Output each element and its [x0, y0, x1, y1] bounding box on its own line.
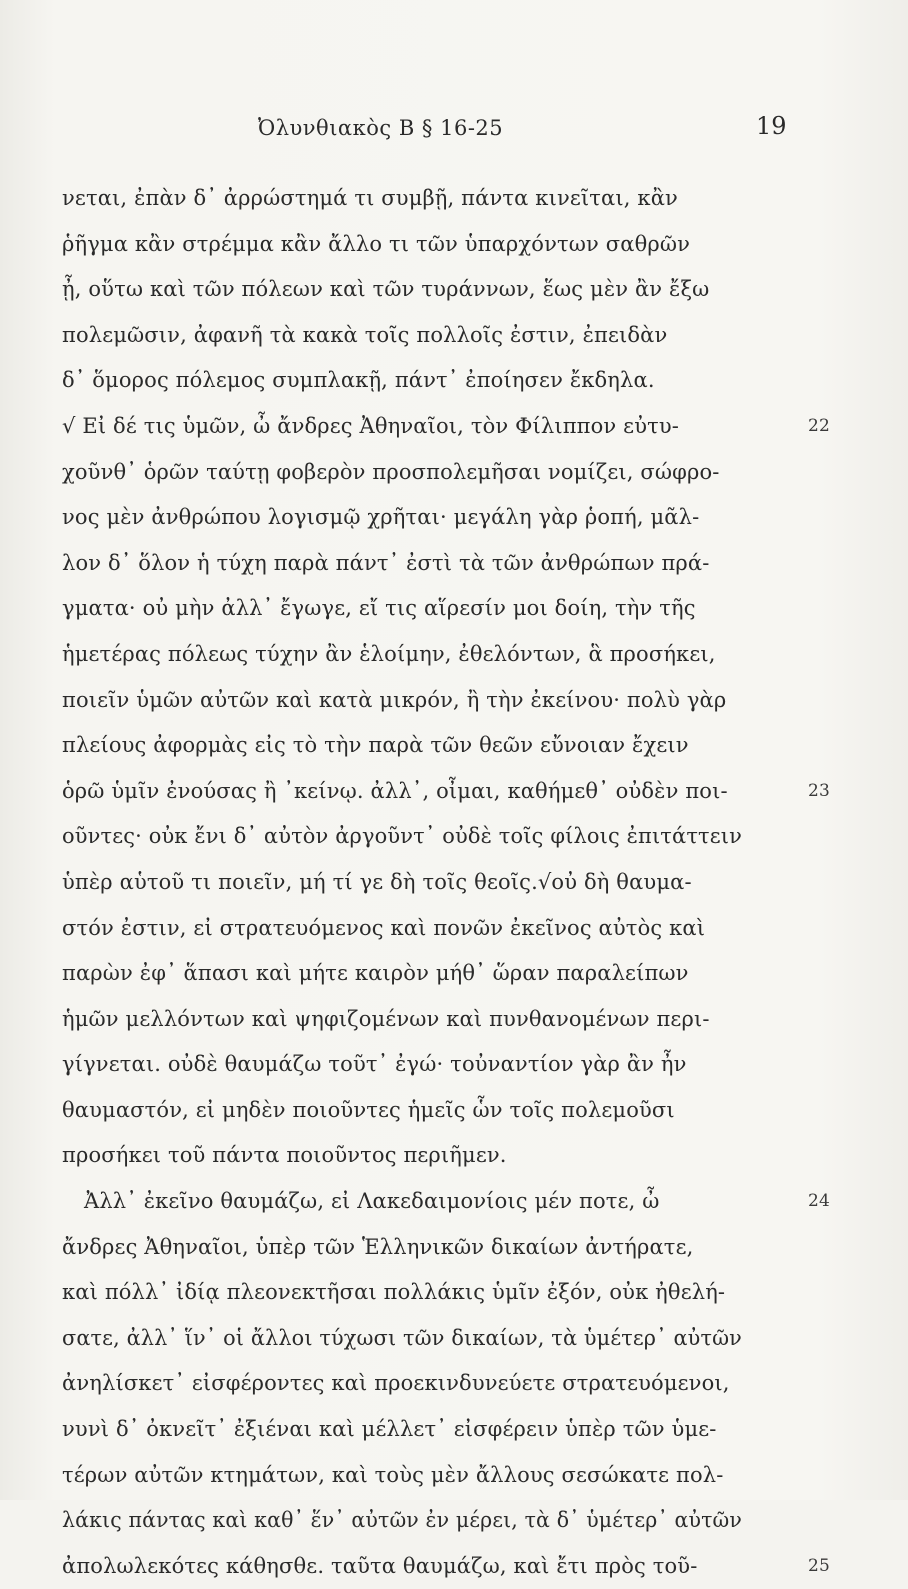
line-text: ὁρῶ ὑμῖν ἐνούσας ἢ ᾽κείνῳ. ἀλλ᾽, οἶμαι, καθήμεθ᾽ οὐδὲν ποι-: [62, 778, 728, 803]
line-text: ὑπὲρ αὑτοῦ τι ποιεῖν, μή τί γε δὴ τοῖς θεοῖς.√οὐ δὴ θαυμα-: [62, 869, 692, 894]
running-head: Ὀλυνθιακὸς Β § 16-25: [258, 116, 504, 140]
text-line: [62, 267, 822, 313]
text-line: [62, 769, 830, 815]
text-line: [62, 495, 822, 541]
section-number: 25: [808, 1555, 830, 1576]
text-line: [62, 586, 822, 632]
text-line: [62, 997, 822, 1043]
line-text: λον δ᾽ ὅλον ἡ τύχη παρὰ πάντ᾽ ἐστὶ τὰ τῶν ἀνθρώπων πρά-: [62, 550, 710, 575]
line-text: νυνὶ δ᾽ ὀκνεῖτ᾽ ἐξιέναι καὶ μέλλετ᾽ εἰσφέρειν ὑπὲρ τῶν ὑμε-: [62, 1417, 717, 1442]
text-line: [62, 541, 822, 587]
text-line: [62, 1225, 822, 1271]
line-text: τέρων αὐτῶν κτημάτων, καὶ τοὺς μὲν ἄλλους σεσώκατε πολ-: [62, 1462, 724, 1487]
text-line: [62, 906, 822, 952]
line-text: οῦντες· οὐκ ἔνι δ᾽ αὐτὸν ἀργοῦντ᾽ οὐδὲ τοῖς φίλοις ἐπιτάττειν: [62, 824, 742, 849]
text-line: [62, 1361, 822, 1407]
line-text: λάκις πάντας καὶ καθ᾽ ἕν᾽ αὐτῶν ἐν μέρει, τὰ δ᾽ ὑμέτερ᾽ αὐτῶν: [62, 1508, 742, 1533]
line-text: παρὼν ἐφ᾽ ἅπασι καὶ μήτε καιρὸν μήθ᾽ ὥραν παραλείπων: [62, 961, 689, 986]
text-line: [62, 1270, 822, 1316]
text-line: [62, 678, 822, 724]
text-line: [62, 1498, 822, 1544]
text-line: [62, 723, 822, 769]
line-text: νος μὲν ἀνθρώπου λογισμῷ χρῆται· μεγάλη γὰρ ῥοπή, μᾶλ-: [62, 505, 700, 530]
text-line: [62, 1316, 822, 1362]
line-text: ποιεῖν ὑμῶν αὐτῶν καὶ κατὰ μικρόν, ἢ τὴν ἐκείνου· πολὺ γὰρ: [62, 687, 727, 712]
line-text: στόν ἐστιν, εἰ στρατευόμενος καὶ πονῶν ἐκεῖνος αὐτὸς καὶ: [62, 915, 706, 940]
text-line: [62, 860, 822, 906]
text-line: [62, 358, 822, 404]
text-line: [62, 1407, 822, 1453]
text-line: [62, 404, 830, 450]
text-line: [62, 1544, 830, 1589]
page-number: 19: [756, 112, 787, 140]
line-text: σατε, ἀλλ᾽ ἵν᾽ οἱ ἄλλοι τύχωσι τῶν δικαίων, τὰ ὑμέτερ᾽ αὐτῶν: [62, 1325, 742, 1350]
line-text: √ Εἰ δέ τις ὑμῶν, ὦ ἄνδρες Ἀθηναῖοι, τὸν Φίλιππον εὐτυ-: [62, 413, 680, 438]
text-line: [62, 1179, 830, 1225]
line-text: γματα· οὐ μὴν ἀλλ᾽ ἔγωγε, εἴ τις αἵρεσίν μοι δοίη, τὴν τῆς: [62, 596, 696, 621]
line-text: δ᾽ ὅμορος πόλεμος συμπλακῇ, πάντ᾽ ἐποίησεν ἔκδηλα.: [62, 368, 655, 393]
line-text: προσήκει τοῦ πάντα ποιοῦντος περιῆμεν.: [62, 1143, 507, 1168]
text-line: [62, 951, 822, 997]
line-text: ἡμετέρας πόλεως τύχην ἂν ἑλοίμην, ἐθελόντων, ἃ προσήκει,: [62, 641, 716, 666]
text-line: [62, 313, 822, 359]
section-number: 22: [808, 415, 830, 436]
text-line: [62, 176, 822, 222]
text-line: [62, 814, 822, 860]
line-text: ἀνηλίσκετ᾽ εἰσφέροντες καὶ προεκινδυνεύετε στρατευόμενοι,: [62, 1371, 730, 1396]
line-text: πολεμῶσιν, ἀφανῆ τὰ κακὰ τοῖς πολλοῖς ἐστιν, ἐπειδὰν: [62, 322, 668, 347]
text-line: [62, 450, 822, 496]
line-text: ἡμῶν μελλόντων καὶ ψηφιζομένων καὶ πυνθανομένων περι-: [62, 1006, 710, 1031]
body-text: [62, 176, 830, 1589]
line-text: Ἀλλ᾽ ἐκεῖνο θαυμάζω, εἰ Λακεδαιμονίοις μέν ποτε, ὦ: [84, 1189, 660, 1214]
line-text: νεται, ἐπὰν δ᾽ ἀρρώστημά τι συμβῇ, πάντα κινεῖται, κἂν: [62, 186, 678, 210]
line-text: θαυμαστόν, εἰ μηδὲν ποιοῦντες ἡμεῖς ὧν τοῖς πολεμοῦσι: [62, 1097, 675, 1122]
line-text: ᾖ, οὕτω καὶ τῶν πόλεων καὶ τῶν τυράννων, ἕως μὲν ἂν ἔξω: [62, 277, 710, 302]
section-number: 23: [808, 780, 830, 801]
line-text: καὶ πόλλ᾽ ἰδίᾳ πλεονεκτῆσαι πολλάκις ὑμῖν ἐξόν, οὐκ ἠθελή-: [62, 1280, 726, 1305]
page-header: [0, 112, 908, 146]
text-line: [62, 1133, 822, 1179]
section-number: 24: [808, 1191, 830, 1212]
text-line: [62, 632, 822, 678]
text-line: [62, 1453, 822, 1499]
line-text: ἄνδρες Ἀθηναῖοι, ὑπὲρ τῶν Ἑλληνικῶν δικαίων ἀντήρατε,: [62, 1234, 694, 1259]
text-line: [62, 222, 822, 268]
text-line: [62, 1042, 822, 1088]
line-text: ἀπολωλεκότες κάθησθε. ταῦτα θαυμάζω, καὶ ἔτι πρὸς τοῦ-: [62, 1553, 698, 1578]
line-text: πλείους ἀφορμὰς εἰς τὸ τὴν παρὰ τῶν θεῶν εὔνοιαν ἔχειν: [62, 733, 689, 758]
line-text: χοῦνθ᾽ ὁρῶν ταύτῃ φοβερὸν προσπολεμῆσαι νομίζει, σώφρο-: [62, 459, 720, 484]
text-line: [62, 1088, 822, 1134]
line-text: γίγνεται. οὐδὲ θαυμάζω τοῦτ᾽ ἐγώ· τοὐναντίον γὰρ ἂν ἦν: [62, 1052, 687, 1077]
line-text: ῥῆγμα κἂν στρέμμα κἂν ἄλλο τι τῶν ὑπαρχόντων σαθρῶν: [62, 231, 691, 256]
